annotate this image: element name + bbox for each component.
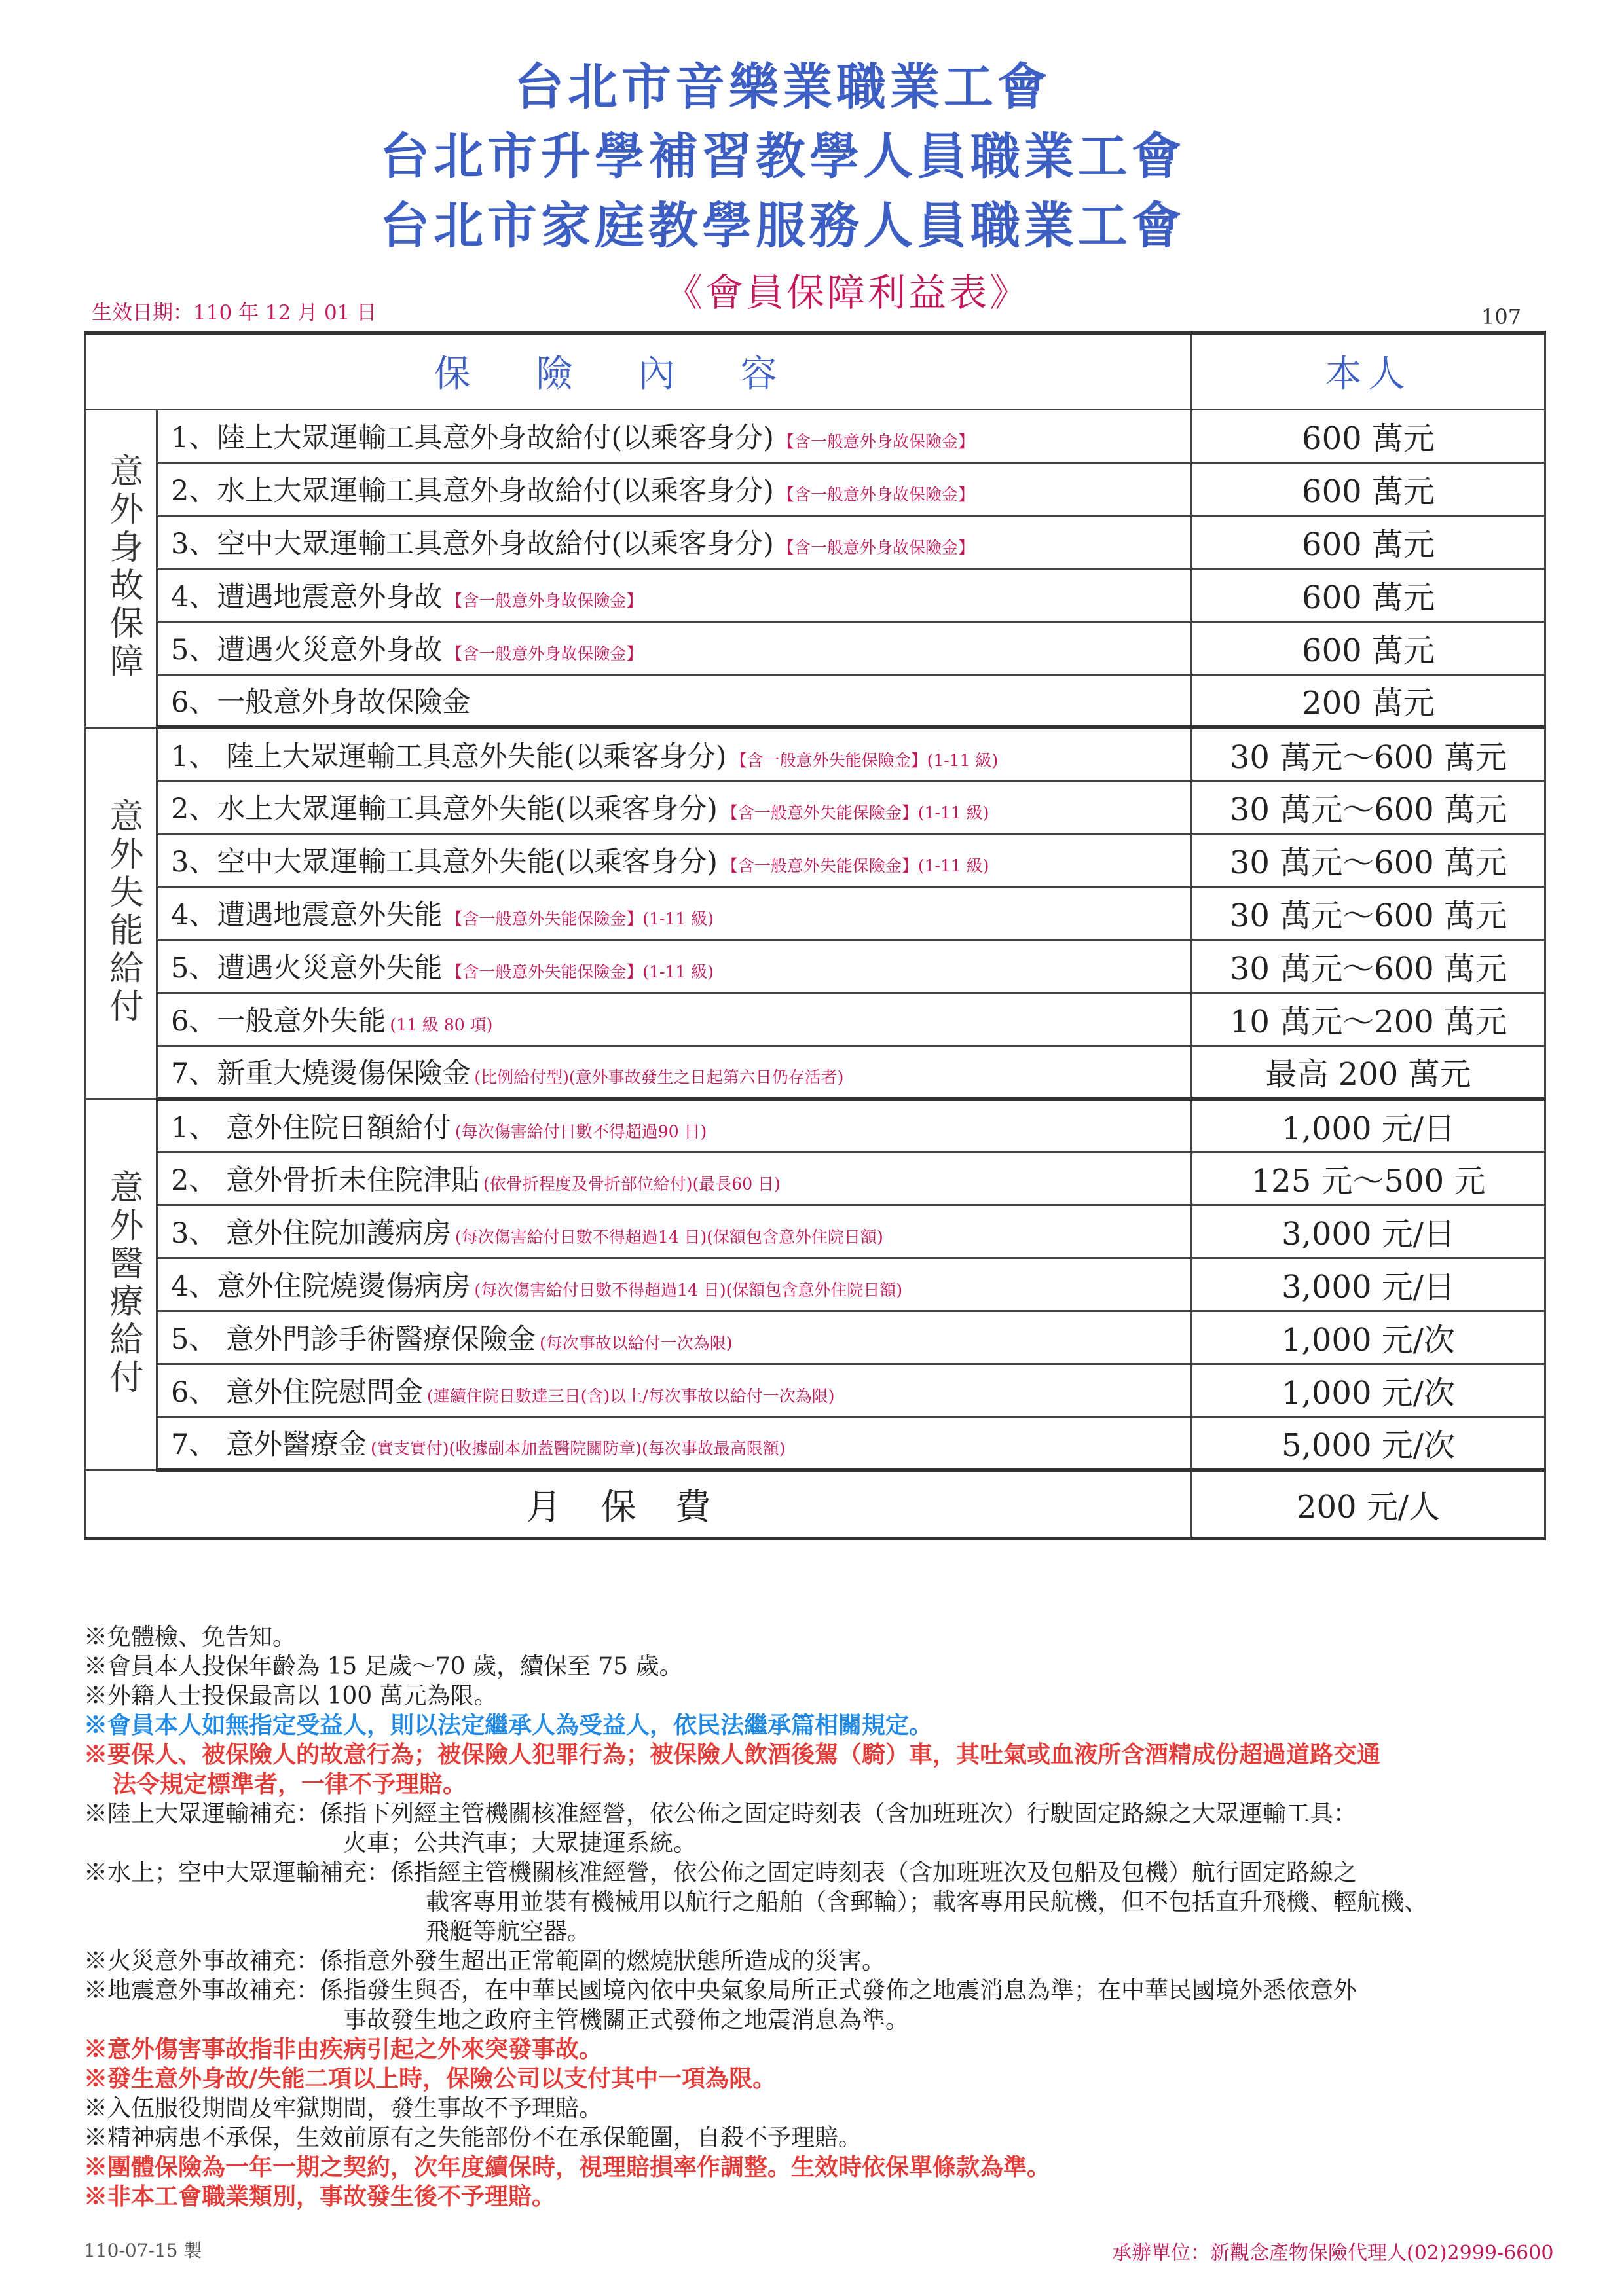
- union-title-2: 台北市升學補習教學人員職業工會: [380, 127, 1185, 185]
- coverage-item-note: 【含一般意外身故保險金】: [446, 591, 643, 610]
- table-row: [85, 727, 1545, 780]
- coverage-item-note: 【含一般意外失能保險金】(1-11 級): [446, 909, 714, 928]
- category-label: 意外醫療給付: [103, 1169, 143, 1397]
- coverage-item-label: 5、遭遇火災意外失能: [171, 952, 443, 985]
- coverage-item-note: (比例給付型)(意外事故發生之日起第六日仍存活者): [474, 1068, 844, 1087]
- coverage-item: [157, 515, 1192, 568]
- coverage-amount: 30 萬元～600 萬元: [1192, 886, 1545, 939]
- table-row: [85, 833, 1545, 886]
- organizer-info: 承辦單位：新觀念產物保險代理人(02)2999-6600: [1112, 2242, 1554, 2265]
- note-line: 法令規定標準者，一律不予理賠。: [113, 1770, 467, 1798]
- title-block: [0, 52, 1624, 261]
- coverage-item: [157, 1417, 1192, 1470]
- coverage-item-note: (連續住院日數達三日(含)以上/每次事故以給付一次為限): [427, 1387, 835, 1406]
- category-cell: [85, 409, 157, 727]
- coverage-item: [157, 1046, 1192, 1099]
- coverage-amount: 10 萬元～200 萬元: [1192, 993, 1545, 1046]
- coverage-amount: 1,000 元/日: [1192, 1099, 1545, 1152]
- coverage-amount: 200 萬元: [1192, 674, 1545, 727]
- table-row: [85, 1417, 1545, 1470]
- coverage-item-note: 【含一般意外身故保險金】: [777, 485, 974, 504]
- document-subtitle: 《會員保障利益表》: [665, 270, 1031, 315]
- coverage-item-label: 1、陸上大眾運輸工具意外身故給付(以乘客身分): [171, 422, 774, 454]
- coverage-item-note: 【含一般意外失能保險金】(1-11 級): [721, 856, 989, 875]
- benefits-table: [84, 331, 1546, 1540]
- coverage-amount: 1,000 元/次: [1192, 1311, 1545, 1364]
- note-line: ※外籍人士投保最高以 100 萬元為限。: [84, 1683, 498, 1709]
- coverage-amount: 600 萬元: [1192, 462, 1545, 515]
- table-row: [85, 568, 1545, 621]
- coverage-item: [157, 1099, 1192, 1152]
- table-row: [85, 939, 1545, 993]
- coverage-item-label: 5、 意外門診手術醫療保險金: [171, 1323, 536, 1356]
- coverage-amount: 5,000 元/次: [1192, 1417, 1545, 1470]
- note-line: ※發生意外身故/失能二項以上時，保險公司以支付其中一項為限。: [84, 2065, 777, 2092]
- coverage-item-label: 6、 意外住院慰問金: [171, 1376, 424, 1409]
- made-date: 110-07-15 製: [84, 2240, 202, 2261]
- coverage-item: [157, 674, 1192, 727]
- coverage-item: [157, 1205, 1192, 1258]
- coverage-amount: 600 萬元: [1192, 621, 1545, 674]
- table-row: [85, 1099, 1545, 1152]
- table-row: [85, 1152, 1545, 1205]
- note-line: 飛艇等航空器。: [426, 1918, 591, 1945]
- table-row: [85, 1046, 1545, 1099]
- coverage-item: [157, 993, 1192, 1046]
- table-row: [85, 1311, 1545, 1364]
- monthly-premium-label: 月保費: [85, 1470, 1192, 1539]
- note-line: ※水上；空中大眾運輸補充：係指經主管機關核准經營，依公佈之固定時刻表（含加班班次及包船及包機）航行固定路線之: [84, 1859, 1357, 1886]
- coverage-item-note: (每次事故以給付一次為限): [540, 1334, 733, 1353]
- effective-date: 生效日期：110 年 12 月 01 日: [92, 301, 377, 325]
- coverage-amount: 30 萬元～600 萬元: [1192, 833, 1545, 886]
- table-row: [85, 1364, 1545, 1417]
- coverage-item: [157, 462, 1192, 515]
- union-title-1: 台北市音樂業職業工會: [514, 58, 1051, 116]
- category-cell: [85, 727, 157, 1099]
- coverage-amount: 125 元～500 元: [1192, 1152, 1545, 1205]
- coverage-item-note: 【含一般意外失能保險金】(1-11 級): [730, 750, 999, 770]
- coverage-item-note: (每次傷害給付日數不得超過14 日)(保額包含意外住院日額): [455, 1228, 883, 1247]
- coverage-amount: 30 萬元～600 萬元: [1192, 780, 1545, 833]
- table-row: [85, 780, 1545, 833]
- table-row: [85, 409, 1545, 462]
- table-row: [85, 886, 1545, 939]
- coverage-item: [157, 1258, 1192, 1311]
- note-line: ※會員本人投保年齡為 15 足歲～70 歲，續保至 75 歲。: [84, 1653, 683, 1680]
- coverage-item-note: 【含一般意外身故保險金】: [446, 644, 643, 663]
- monthly-premium-value: 200 元/人: [1192, 1470, 1545, 1539]
- coverage-item-note: (依骨折程度及骨折部位給付)(最長60 日): [483, 1175, 781, 1194]
- coverage-item-label: 1、 意外住院日額給付: [171, 1111, 452, 1144]
- coverage-item-note: 【含一般意外身故保險金】: [777, 538, 974, 557]
- table-row: [85, 462, 1545, 515]
- table-row: [85, 621, 1545, 674]
- header-insurance-content: 保險內容: [85, 333, 1192, 409]
- coverage-amount: 最高 200 萬元: [1192, 1046, 1545, 1099]
- coverage-item-note: (11 級 80 項): [390, 1015, 493, 1034]
- coverage-item-label: 4、遭遇地震意外身故: [171, 581, 443, 613]
- coverage-item: [157, 568, 1192, 621]
- table-row: [85, 1258, 1545, 1311]
- coverage-item-label: 2、水上大眾運輸工具意外失能(以乘客身分): [171, 793, 718, 826]
- coverage-item-note: (每次傷害給付日數不得超過14 日)(保額包含意外住院日額): [474, 1281, 903, 1300]
- notes-section: [84, 1622, 1564, 2212]
- note-line: ※團體保險為一年一期之契約，次年度續保時，視理賠損率作調整。生效時依保單條款為準。: [84, 2153, 1051, 2181]
- coverage-amount: 600 萬元: [1192, 515, 1545, 568]
- note-line: ※意外傷害事故指非由疾病引起之外來突發事故。: [84, 2035, 603, 2063]
- coverage-item-label: 5、遭遇火災意外身故: [171, 634, 443, 666]
- coverage-item-label: 1、 陸上大眾運輸工具意外失能(以乘客身分): [171, 740, 727, 773]
- coverage-item: [157, 1364, 1192, 1417]
- note-line: 載客專用並裝有機械用以航行之船舶（含郵輪）；載客專用民航機，但不包括直升飛機、輕航機、: [426, 1889, 1428, 1916]
- coverage-item-label: 6、一般意外身故保險金: [171, 686, 471, 720]
- table-row: [85, 515, 1545, 568]
- category-cell: [85, 1099, 157, 1470]
- coverage-amount: 3,000 元/日: [1192, 1258, 1545, 1311]
- note-line: ※地震意外事故補充：係指發生與否，在中華民國境內依中央氣象局所正式發佈之地震消息為準；在中華民國境外悉依意外: [84, 1977, 1357, 2004]
- note-line: ※免體檢、免告知。: [84, 1624, 297, 1650]
- coverage-item-label: 7、 意外醫療金: [171, 1429, 367, 1462]
- union-title-3: 台北市家庭教學服務人員職業工會: [380, 196, 1185, 255]
- coverage-item: [157, 939, 1192, 993]
- table-row: [85, 993, 1545, 1046]
- coverage-item-note: 【含一般意外身故保險金】: [777, 432, 974, 451]
- coverage-item: [157, 780, 1192, 833]
- coverage-item-label: 4、意外住院燒燙傷病房: [171, 1270, 471, 1303]
- coverage-item: [157, 409, 1192, 462]
- note-line: ※陸上大眾運輸補充：係指下列經主管機關核准經營，依公佈之固定時刻表（含加班班次）行駛固定路線之大眾運輸工具：: [84, 1800, 1357, 1827]
- page-number: 107: [1481, 304, 1522, 329]
- coverage-item: [157, 727, 1192, 780]
- coverage-amount: 3,000 元/日: [1192, 1205, 1545, 1258]
- coverage-amount: 600 萬元: [1192, 568, 1545, 621]
- monthly-premium-row: [85, 1470, 1545, 1539]
- coverage-item-note: (實支實付)(收據副本加蓋醫院關防章)(每次事故最高限額): [371, 1439, 786, 1459]
- coverage-item-label: 3、 意外住院加護病房: [171, 1217, 452, 1250]
- coverage-item: [157, 1152, 1192, 1205]
- header-self: 本人: [1192, 333, 1545, 409]
- table-header-row: [85, 333, 1545, 409]
- table-row: [85, 1205, 1545, 1258]
- coverage-item-label: 2、 意外骨折未住院津貼: [171, 1164, 480, 1197]
- coverage-amount: 600 萬元: [1192, 409, 1545, 462]
- coverage-item: [157, 621, 1192, 674]
- coverage-item-label: 4、遭遇地震意外失能: [171, 899, 443, 932]
- category-label: 意外身故保障: [103, 453, 143, 681]
- coverage-item-label: 3、空中大眾運輸工具意外身故給付(以乘客身分): [171, 528, 774, 560]
- coverage-item: [157, 833, 1192, 886]
- coverage-item-note: 【含一般意外失能保險金】(1-11 級): [446, 962, 714, 981]
- note-line: 火車；公共汽車；大眾捷運系統。: [343, 1830, 697, 1857]
- note-line: ※火災意外事故補充：係指意外發生超出正常範圍的燃燒狀態所造成的災害。: [84, 1948, 886, 1975]
- coverage-item-label: 2、水上大眾運輸工具意外身故給付(以乘客身分): [171, 475, 774, 507]
- coverage-item-note: (每次傷害給付日數不得超過90 日): [455, 1121, 707, 1141]
- note-line: ※非本工會職業類別，事故發生後不予理賠。: [84, 2183, 556, 2210]
- note-line: ※入伍服役期間及牢獄期間，發生事故不予理賠。: [84, 2095, 603, 2122]
- note-line: ※要保人、被保險人的故意行為；被保險人犯罪行為；被保險人飲酒後駕（騎）車，其吐氣或血液所含酒精成份超過道路交通: [84, 1741, 1381, 1768]
- note-line: ※會員本人如無指定受益人，則以法定繼承人為受益人，依民法繼承篇相關規定。: [84, 1711, 933, 1739]
- coverage-item: [157, 886, 1192, 939]
- coverage-item-label: 6、一般意外失能: [171, 1005, 386, 1038]
- coverage-amount: 1,000 元/次: [1192, 1364, 1545, 1417]
- coverage-item-label: 7、新重大燒燙傷保險金: [171, 1057, 471, 1091]
- coverage-item-label: 3、空中大眾運輸工具意外失能(以乘客身分): [171, 846, 718, 879]
- category-label: 意外失能給付: [103, 797, 143, 1026]
- note-line: 事故發生地之政府主管機關正式發佈之地震消息為準。: [343, 2007, 910, 2033]
- coverage-item: [157, 1311, 1192, 1364]
- coverage-amount: 30 萬元～600 萬元: [1192, 939, 1545, 993]
- coverage-item-note: 【含一般意外失能保險金】(1-11 級): [721, 803, 989, 822]
- table-row: [85, 674, 1545, 727]
- coverage-amount: 30 萬元～600 萬元: [1192, 727, 1545, 780]
- note-line: ※精神病患不承保，生效前原有之失能部份不在承保範圍，自殺不予理賠。: [84, 2124, 862, 2151]
